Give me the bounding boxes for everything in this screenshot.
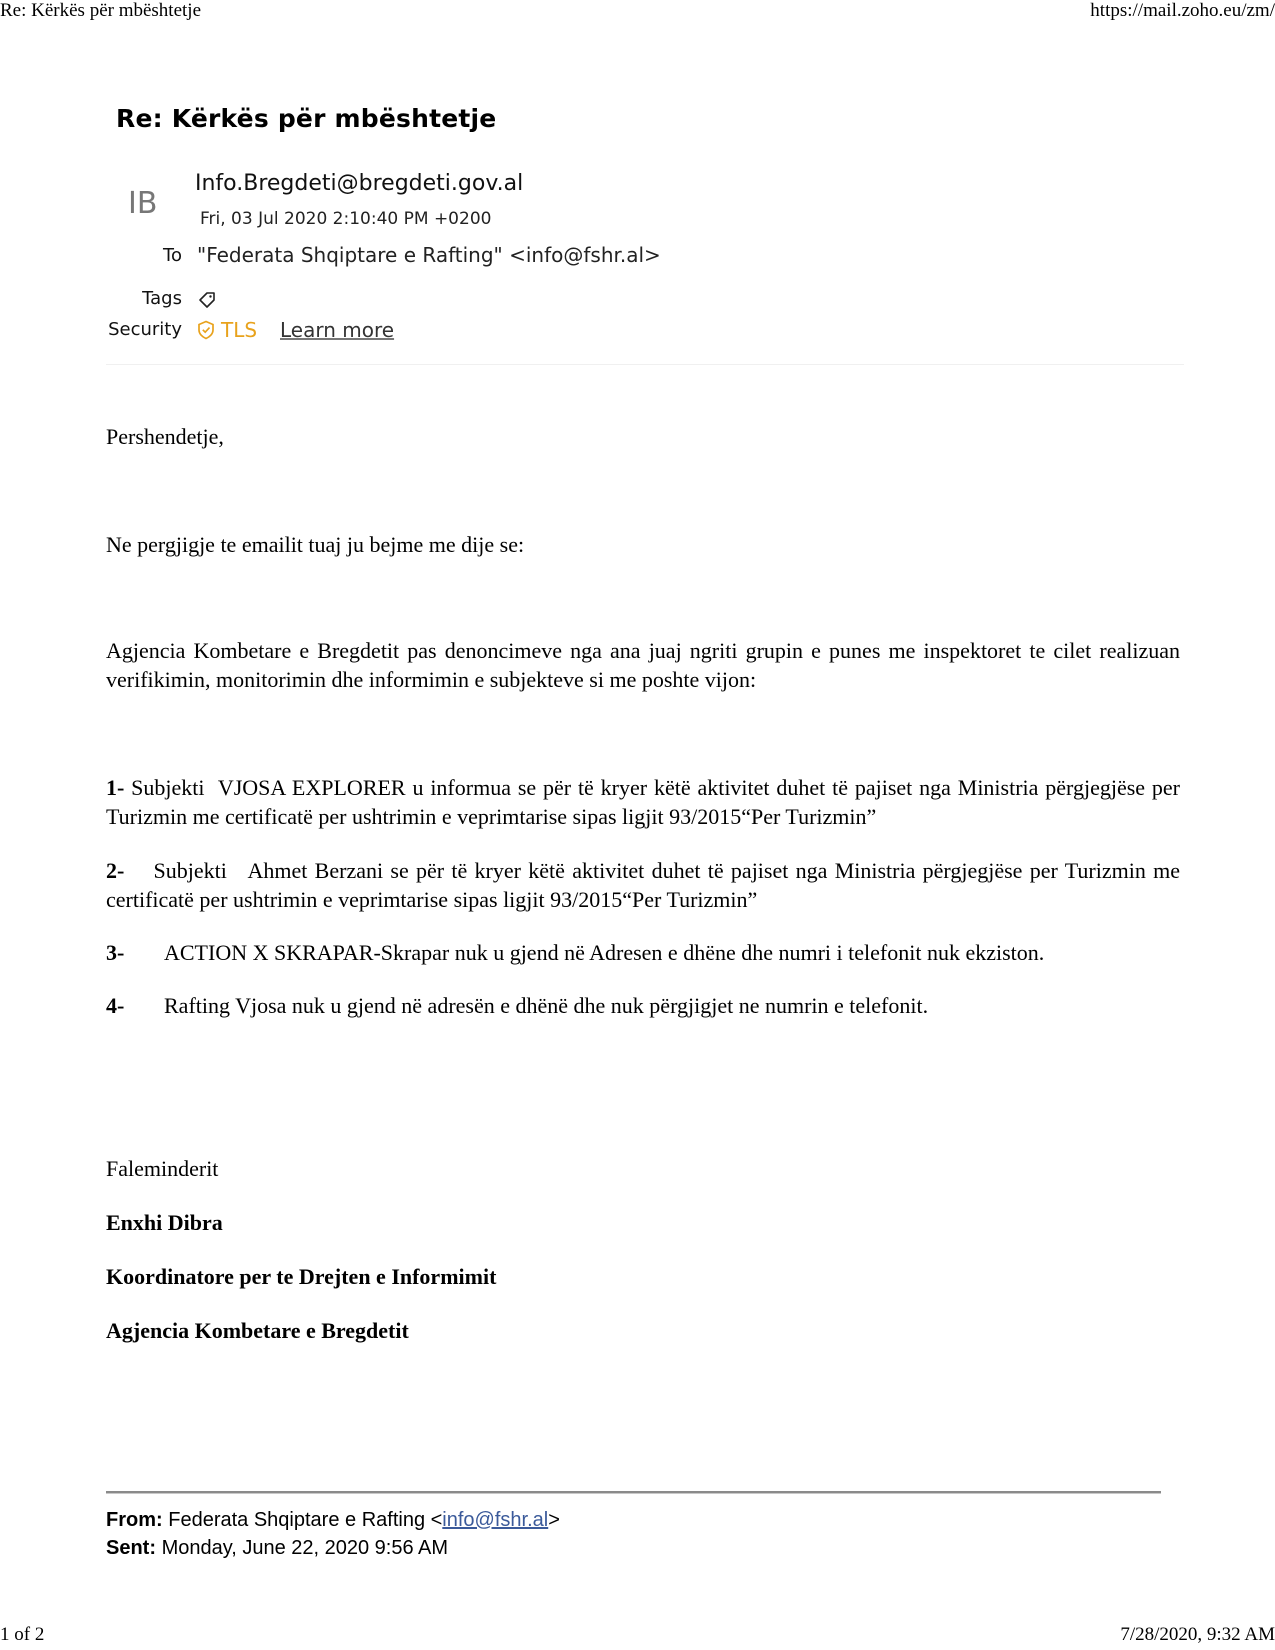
sender-avatar: IB	[128, 186, 158, 221]
quoted-from-end: >	[548, 1509, 560, 1531]
header-divider	[106, 364, 1184, 365]
main-paragraph: Agjencia Kombetare e Bregdetit pas denoncimeve nga ana juaj ngriti grupin e punes me inspektoret te cilet realizuan verifikimin, monitorimin dhe informimin e subjekteve si me poshte vijon:	[106, 638, 1180, 692]
quoted-sent-value: Monday, June 22, 2020 9:56 AM	[161, 1537, 449, 1559]
recipient[interactable]: "Federata Shqiptare e Rafting" <info@fshr.al>	[197, 243, 661, 267]
security-badge	[197, 318, 257, 342]
quoted-from-label: From:	[106, 1509, 163, 1531]
list-item-number: 3-	[106, 940, 125, 965]
list-item-number: 4-	[106, 993, 125, 1018]
list-item-text: Subjekti VJOSA EXPLORER u informua se për të kryer këtë aktivitet duhet të pajiset nga Ministria përgjegjëse per Turizmin me certificatë per ushtrimin e veprimtarise sipas ligjit 93/2015“Per Turizmin”	[106, 775, 1186, 829]
print-header-url: https://mail.zoho.eu/zm/	[1090, 0, 1275, 21]
quoted-from-name: Federata Shqiptare e Rafting <	[168, 1509, 443, 1531]
list-item-1	[106, 773, 1186, 831]
quoted-sent-label: Sent:	[106, 1537, 156, 1559]
list-item-text: Subjekti Ahmet Berzani se për të kryer këtë aktivitet duhet të pajiset nga Ministria përgjegjëse per Turizmin me certificatë per ushtrimin e veprimtarise sipas ligjit 93/2015“Per Turizmin”	[106, 858, 1186, 912]
list-item-4	[106, 991, 928, 1020]
quoted-from-email-link[interactable]: info@fshr.al	[442, 1509, 549, 1531]
list-item-3	[106, 938, 1044, 967]
quoted-from	[106, 1509, 560, 1532]
shield-check-icon	[197, 320, 215, 340]
signature-title: Koordinatore per te Drejten e Informimit	[106, 1264, 497, 1289]
closing: Faleminderit	[106, 1156, 219, 1181]
signature-org: Agjencia Kombetare e Bregdetit	[106, 1318, 409, 1343]
tag-icon[interactable]	[197, 290, 217, 310]
greeting: Pershendetje,	[106, 424, 224, 449]
print-timestamp: 7/28/2020, 9:32 AM	[1120, 1624, 1275, 1645]
intro-line: Ne pergjigje te emailit tuaj ju bejme me dije se:	[106, 532, 525, 557]
signature-name: Enxhi Dibra	[106, 1210, 223, 1235]
email-subject: Re: Kërkës për mbështetje	[116, 104, 497, 133]
learn-more-link[interactable]: Learn more	[280, 318, 395, 342]
quote-divider	[106, 1491, 1161, 1494]
list-item-text: Rafting Vjosa nuk u gjend në adresën e dhënë dhe nuk përgjigjet ne numrin e telefonit.	[164, 993, 929, 1018]
quoted-sent	[106, 1537, 448, 1560]
tags-label: Tags	[142, 288, 182, 309]
print-header-title: Re: Kërkës për mbështetje	[0, 0, 202, 21]
list-item-number: 1-	[106, 775, 125, 800]
list-item-text: ACTION X SKRAPAR-Skrapar nuk u gjend në Adresen e dhëne dhe numri i telefonit nuk ekziston.	[164, 940, 1045, 965]
list-item-2	[106, 856, 1186, 914]
page-number: 1 of 2	[0, 1624, 45, 1645]
list-item-number: 2-	[106, 858, 125, 883]
security-label: Security	[108, 319, 182, 340]
tag-icon-svg	[197, 290, 217, 310]
security-value: TLS	[221, 318, 258, 342]
to-label: To	[163, 245, 182, 266]
sender-email[interactable]: Info.Bregdeti@bregdeti.gov.al	[195, 171, 524, 196]
email-date: Fri, 03 Jul 2020 2:10:40 PM +0200	[200, 209, 492, 229]
